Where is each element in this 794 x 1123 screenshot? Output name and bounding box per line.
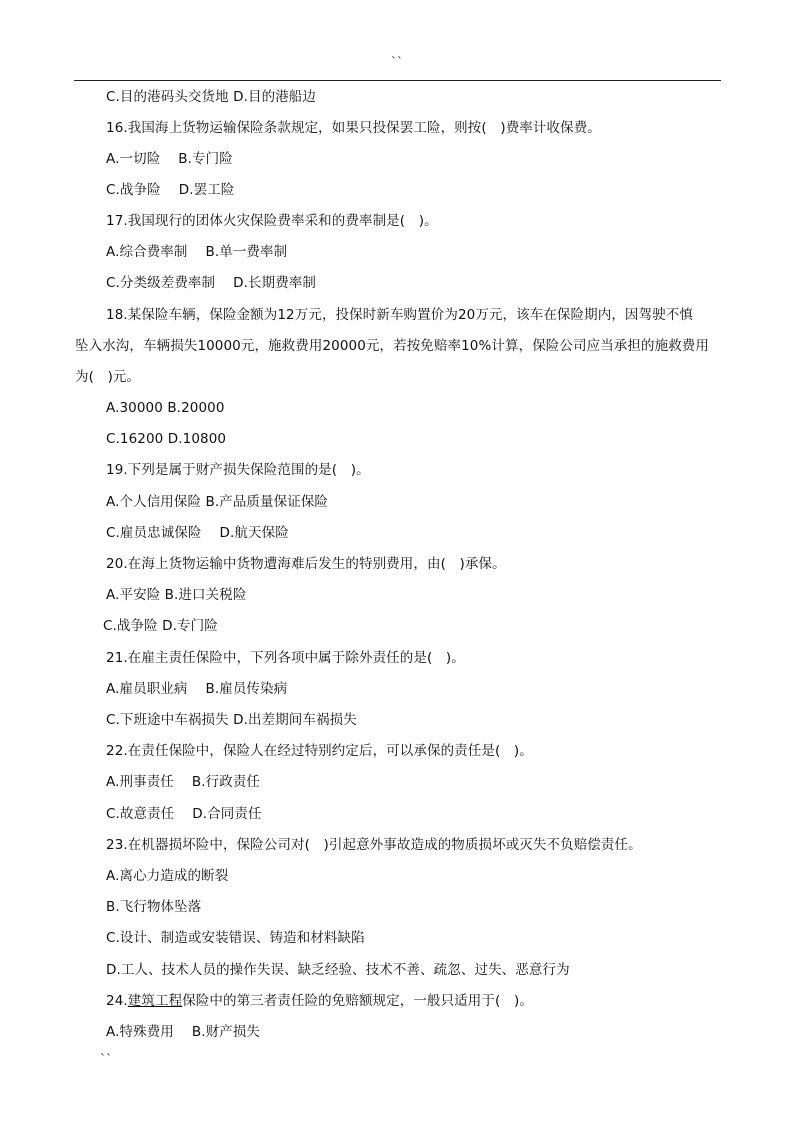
question-24 [106, 990, 533, 1012]
option-line: D.工人、技术人员的操作失误、缺乏经验、技术不善、疏忽、过失、恶意行为 [106, 962, 570, 978]
question-22: 22.在责任保险中，保险人在经过特别约定后，可以承保的责任是( )。 [106, 743, 533, 759]
option-line: C.16200 D.10800 [106, 431, 227, 447]
question-17: 17.我国现行的团体火灾保险费率采和的费率制是( )。 [106, 213, 438, 229]
option-line: C.故意责任 D.合同责任 [106, 806, 262, 822]
question-18-cont: 为( )元。 [75, 369, 141, 385]
option-line: C.分类级差费率制 D.长期费率制 [106, 275, 316, 291]
option-line: A.个人信用保险 B.产品质量保证保险 [106, 494, 329, 510]
construction-engineering-link[interactable]: 建筑工程 [127, 993, 183, 1009]
option-line: C.下班途中车祸损失 D.出差期间车祸损失 [106, 712, 357, 728]
option-line: A.雇员职业病 B.雇员传染病 [106, 681, 288, 697]
question-18: 18.某保险车辆，保险金额为12万元，投保时新车购置价为20万元，该车在保险期内，因驾驶不慎 [106, 307, 693, 323]
question-19: 19.下列是属于财产损失保险范围的是( )。 [106, 462, 370, 478]
question-20: 20.在海上货物运输中货物遭海难后发生的特别费用，由( )承保。 [106, 556, 506, 572]
option-line: C.雇员忠诚保险 D.航天保险 [106, 525, 289, 541]
question-21: 21.在雇主责任保险中，下列各项中属于除外责任的是( )。 [106, 650, 465, 666]
option-line: A.刑事责任 B.行政责任 [106, 774, 261, 790]
option-line: A.30000 B.20000 [106, 400, 225, 416]
option-line: C.设计、制造或安装错误、铸造和材料缺陷 [106, 930, 365, 946]
question-23: 23.在机器损坏险中，保险公司对( )引起意外事故造成的物质损坏或灭失不负赔偿责任。 [106, 837, 642, 853]
option-line: A.离心力造成的断裂 [106, 868, 229, 884]
option-line: C.战争险 D.专门险 [103, 618, 218, 634]
question-16: 16.我国海上货物运输保险条款规定，如果只投保罢工险，则按( )费率计收保费。 [106, 120, 601, 136]
option-line: A.综合费率制 B.单一费率制 [106, 244, 288, 260]
footer-mark: `` [100, 1052, 112, 1066]
option-line: C.目的港码头交货地 D.目的港船边 [106, 89, 316, 105]
option-line: A.一切险 B.专门险 [106, 151, 233, 167]
question-24-text: 保险中的第三者责任险的免赔额规定，一般只适用于( )。 [182, 993, 533, 1009]
option-line: A.平安险 B.进口关税险 [106, 587, 247, 603]
option-line: B.飞行物体坠落 [106, 899, 202, 915]
option-line: C.战争险 D.罢工险 [106, 182, 235, 198]
header-rule [74, 80, 721, 81]
question-18-cont: 坠入水沟，车辆损失10000元，施救费用20000元，若按免赔率10%计算，保险公司应当承担的施救费用 [75, 338, 709, 354]
option-line: A.特殊费用 B.财产损失 [106, 1024, 261, 1040]
question-24-number: 24. [106, 993, 128, 1009]
header-mark: `` [391, 55, 403, 69]
